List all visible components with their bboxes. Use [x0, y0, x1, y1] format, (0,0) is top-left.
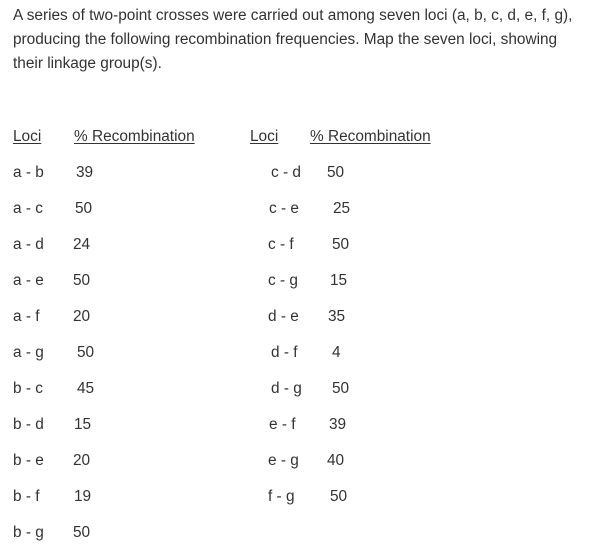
right-header-loci: Loci: [250, 128, 279, 145]
left-header-recombination: % Recombination: [74, 128, 195, 145]
table-row-loci: f - g: [268, 488, 295, 505]
right-header-recombination: % Recombination: [310, 128, 431, 145]
table-row-loci: b - c: [13, 380, 43, 397]
table-row-loci: b - f: [13, 488, 40, 505]
table-row-value: 50: [327, 164, 345, 181]
table-row-value: 40: [327, 452, 345, 469]
table-row-value: 20: [73, 452, 91, 469]
table-row-value: 50: [332, 236, 350, 253]
table-row-value: 50: [330, 488, 348, 505]
table-row-loci: c - g: [268, 272, 298, 289]
table-row-value: 19: [74, 488, 92, 505]
table-row-loci: b - e: [13, 452, 44, 469]
table-row-value: 35: [328, 308, 346, 325]
table-row-value: 15: [330, 272, 348, 289]
table-row-loci: b - g: [13, 524, 44, 541]
table-row-value: 15: [74, 416, 92, 433]
table-row-value: 50: [73, 524, 91, 541]
table-row-value: 50: [332, 380, 350, 397]
table-row-loci: a - f: [13, 308, 40, 325]
table-row-loci: e - f: [269, 416, 296, 433]
table-row-value: 4: [332, 344, 341, 361]
table-row-loci: c - f: [268, 236, 294, 253]
table-row-value: 20: [73, 308, 91, 325]
table-row-value: 39: [329, 416, 347, 433]
table-row-value: 45: [77, 380, 95, 397]
table-row-loci: a - d: [13, 236, 44, 253]
table-row-value: 39: [76, 164, 94, 181]
table-row-value: 50: [73, 272, 91, 289]
table-row-loci: e - g: [268, 452, 299, 469]
table-row-loci: b - d: [13, 416, 44, 433]
table-row-loci: d - f: [271, 344, 298, 361]
table-row-value: 24: [73, 236, 91, 253]
table-row-value: 50: [75, 200, 93, 217]
table-row-loci: c - d: [271, 164, 301, 181]
table-row-loci: a - g: [13, 344, 44, 361]
table-row-value: 50: [77, 344, 95, 361]
table-row-loci: a - c: [13, 200, 43, 217]
table-row-loci: a - e: [13, 272, 44, 289]
table-row-loci: d - g: [271, 380, 302, 397]
question-text: A series of two-point crosses were carried out among seven loci (a, b, c, d, e, f, g), producing the following recombination frequencies. Map the seven loci, showing their linkage group(s).: [13, 7, 573, 72]
table-row-value: 25: [333, 200, 351, 217]
left-header-loci: Loci: [13, 128, 42, 145]
table-row-loci: c - e: [269, 200, 299, 217]
table-row-loci: a - b: [13, 164, 44, 181]
table-row-loci: d - e: [268, 308, 299, 325]
